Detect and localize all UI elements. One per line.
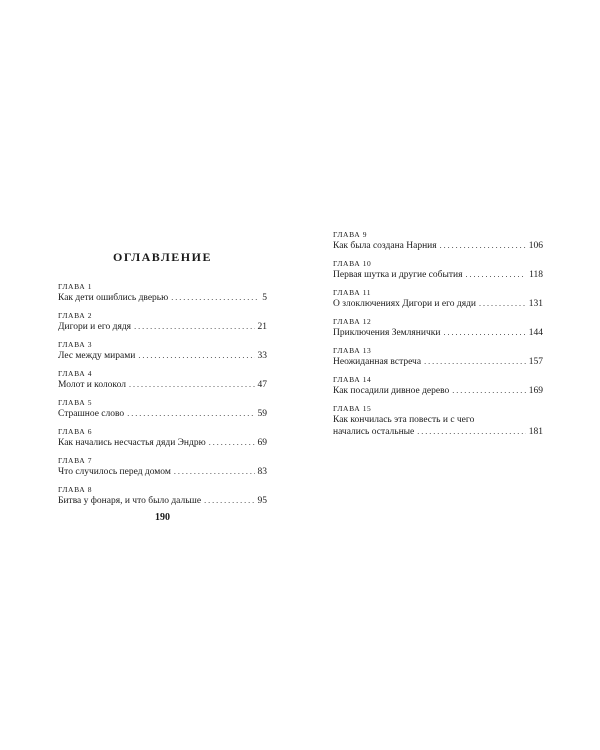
chapter-page: 95 [257, 496, 267, 506]
chapter-page: 118 [529, 270, 543, 280]
chapter-title-line1: Как кончилась эта повесть и с чего [333, 415, 475, 425]
dot-leader [171, 292, 259, 304]
chapter-title: Дигори и его дядя [58, 322, 132, 332]
dot-leader [443, 327, 525, 339]
dot-leader [479, 298, 526, 310]
chapter-title: Молот и колокол [58, 380, 126, 390]
chapter-title: Неожиданная встреча [333, 357, 422, 367]
chapter-page: 47 [257, 380, 267, 390]
toc-entry [333, 230, 543, 259]
toc-entry [58, 282, 267, 311]
chapter-label: ГЛАВА 12 [333, 317, 372, 326]
chapter-label: ГЛАВА 2 [58, 311, 93, 320]
chapter-title: Как начались несчастья дяди Эндрю [58, 438, 206, 448]
chapter-label: ГЛАВА 10 [333, 259, 372, 268]
chapter-title: Битва у фонаря, и что было дальше [58, 496, 202, 506]
chapter-label: ГЛАВА 6 [58, 427, 93, 436]
chapter-title-line2: начались остальные [333, 427, 415, 437]
chapter-label: ГЛАВА 13 [333, 346, 372, 355]
dot-leader [129, 379, 255, 391]
toc-entry [333, 288, 543, 317]
dot-leader [209, 437, 255, 449]
chapter-title: Что случилось перед домом [58, 467, 171, 477]
dot-leader [204, 495, 254, 507]
chapter-label: ГЛАВА 8 [58, 485, 93, 494]
toc-entry [58, 311, 267, 340]
toc-entry [58, 340, 267, 369]
chapter-page: 106 [528, 241, 543, 251]
dot-leader [174, 466, 255, 478]
dot-leader [134, 321, 254, 333]
dot-leader [127, 408, 254, 420]
chapter-page: 59 [257, 409, 267, 419]
chapter-title: Как посадили дивное дерево [333, 386, 450, 396]
toc-entry [333, 259, 543, 288]
dot-leader [424, 356, 526, 368]
toc-left-list [58, 282, 267, 514]
chapter-label: ГЛАВА 11 [333, 288, 372, 297]
toc-entry [58, 456, 267, 485]
dot-leader [440, 240, 526, 252]
chapter-page: 157 [528, 357, 543, 367]
chapter-page: 21 [257, 322, 267, 332]
toc-entry [58, 369, 267, 398]
toc-entry [58, 485, 267, 514]
chapter-title: Страшное слово [58, 409, 125, 419]
chapter-title: Лес между мирами [58, 351, 136, 361]
dot-leader [465, 269, 526, 281]
dot-leader [138, 350, 254, 362]
chapter-title: Как была создана Нарния [333, 241, 437, 251]
chapter-title: Приключения Землянички [333, 328, 441, 338]
page-number: 190 [155, 512, 170, 523]
chapter-label: ГЛАВА 14 [333, 375, 372, 384]
chapter-title: Первая шутка и другие события [333, 270, 463, 280]
toc-entry [58, 427, 267, 456]
chapter-page: 5 [262, 293, 267, 303]
chapter-page: 169 [528, 386, 543, 396]
chapter-label: ГЛАВА 7 [58, 456, 93, 465]
chapter-label: ГЛАВА 9 [333, 230, 368, 239]
chapter-label: ГЛАВА 15 [333, 404, 372, 413]
chapter-page: 131 [528, 299, 543, 309]
toc-right-list [333, 230, 543, 445]
chapter-page: 83 [257, 467, 267, 477]
toc-entry [333, 317, 543, 346]
toc-entry [333, 346, 543, 375]
toc-title: ОГЛАВЛЕНИЕ [113, 250, 212, 264]
chapter-page: 144 [528, 328, 543, 338]
toc-entry [333, 375, 543, 404]
dot-leader [452, 385, 525, 397]
chapter-title: Как дети ошиблись дверью [58, 293, 169, 303]
chapter-title: О злоключениях Дигори и его дяди [333, 299, 476, 309]
dot-leader [417, 426, 525, 438]
toc-entry [333, 404, 543, 445]
toc-entry [58, 398, 267, 427]
chapter-page: 181 [528, 427, 543, 437]
chapter-label: ГЛАВА 3 [58, 340, 93, 349]
chapter-label: ГЛАВА 5 [58, 398, 93, 407]
chapter-page: 33 [257, 351, 267, 361]
chapter-page: 69 [257, 438, 267, 448]
chapter-label: ГЛАВА 4 [58, 369, 93, 378]
chapter-label: ГЛАВА 1 [58, 282, 93, 291]
